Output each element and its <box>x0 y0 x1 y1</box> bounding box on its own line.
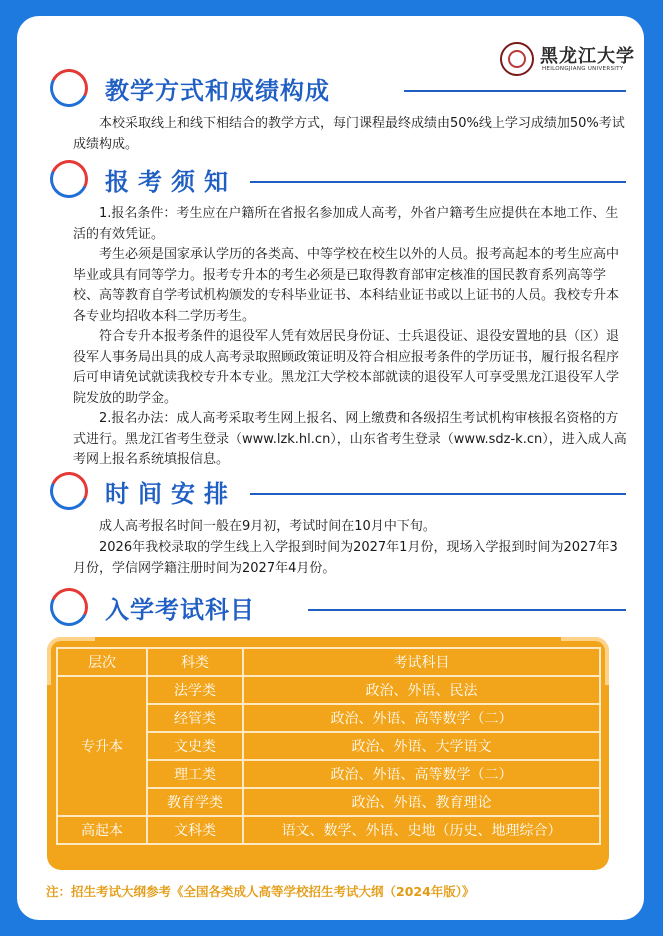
paragraph: 2.报名办法：成人高考采取考生网上报名、网上缴费和各级招生考试机构审核报名资格的方式进行。黑龙江省考生登录（www.lzk.hl.cn），山东省考生登录（www.sdz-k.cn），进入成人高考网上报名系统填报信息。 <box>73 411 627 467</box>
category-cell: 文史类 <box>147 732 243 760</box>
table-header-subjects: 考试科目 <box>243 648 600 676</box>
table-row <box>57 676 600 704</box>
table-header-category: 科类 <box>147 648 243 676</box>
section-registration-header <box>50 160 626 204</box>
category-cell: 理工类 <box>147 760 243 788</box>
ring-icon <box>45 583 94 632</box>
paragraph: 1.报名条件：考生应在户籍所在省报名参加成人高考，外省户籍考生应提供在本地工作、生活的有效凭证。 <box>73 206 619 242</box>
section-schedule-header <box>50 472 626 516</box>
footnote: 注：招生考试大纲参考《全国各类成人高等学校招生考试大纲（2024年版）》 <box>46 884 475 899</box>
section-title: 时间安排 <box>105 480 237 508</box>
section-title: 报考须知 <box>105 168 237 196</box>
section-rule <box>404 90 626 92</box>
subjects-cell: 政治、外语、大学语文 <box>243 732 600 760</box>
section-exam-subjects-header <box>50 588 626 632</box>
category-cell: 法学类 <box>147 676 243 704</box>
ring-icon <box>45 155 94 204</box>
exam-subject-table <box>56 647 601 845</box>
category-cell: 文科类 <box>147 816 243 844</box>
logo-name: 黑龙江大学 <box>540 46 635 67</box>
paragraph: 符合专升本报考条件的退役军人凭有效居民身份证、士兵退役证、退役安置地的县（区）退役军人事务局出具的成人高考录取照顾政策证明及符合相应报考条件的学历证书，履行报名程序后可申请免试就读我校专升本专业。黑龙江大学校本部就读的退役军人可享受黑龙江退役军人学院发放的助学金。 <box>73 329 620 406</box>
subjects-cell: 政治、外语、高等数学（二） <box>243 760 600 788</box>
ring-icon <box>45 467 94 516</box>
section-title: 教学方式和成绩构成 <box>105 77 330 105</box>
paragraph: 成人高考报名时间一般在9月初，考试时间在10月中下旬。 <box>99 519 436 534</box>
subjects-cell: 政治、外语、高等数学（二） <box>243 704 600 732</box>
level-cell: 专升本 <box>57 676 147 816</box>
subjects-cell: 政治、外语、民法 <box>243 676 600 704</box>
logo-english: HEILONGJIANG UNIVERSITY <box>542 66 624 72</box>
section-rule <box>250 493 626 495</box>
section-rule <box>250 181 626 183</box>
section-rule <box>308 609 626 611</box>
section-title: 入学考试科目 <box>105 596 255 624</box>
exam-subject-table-frame <box>47 637 609 870</box>
poster-card <box>17 16 644 920</box>
subjects-cell: 政治、外语、教育理论 <box>243 788 600 816</box>
section-teaching-header <box>50 69 626 113</box>
level-cell: 高起本 <box>57 816 147 844</box>
table-row <box>57 816 600 844</box>
paragraph: 2026年我校录取的学生线上入学报到时间为2027年1月份，现场入学报到时间为2027年3月份，学信网学籍注册时间为2027年4月份。 <box>73 540 618 576</box>
table-header-level: 层次 <box>57 648 147 676</box>
table-header-row <box>57 648 600 676</box>
paragraph: 本校采取线上和线下相结合的教学方式，每门课程最终成绩由50%线上学习成绩加50%考试成绩构成。 <box>73 116 625 152</box>
ring-icon <box>45 64 94 113</box>
paragraph: 考生必须是国家承认学历的各类高、中等学校在校生以外的人员。报考高起本的考生应高中毕业或具有同等学力。报考专升本的考生必须是已取得教育部审定核准的国民教育系列高等学校、高等教育自学考试机构颁发的专科毕业证书、本科结业证书或以上证书的人员。我校专升本各专业均招收本科二学历考生。 <box>73 247 620 324</box>
category-cell: 经管类 <box>147 704 243 732</box>
subjects-cell: 语文、数学、外语、史地（历史、地理综合） <box>243 816 600 844</box>
category-cell: 教育学类 <box>147 788 243 816</box>
